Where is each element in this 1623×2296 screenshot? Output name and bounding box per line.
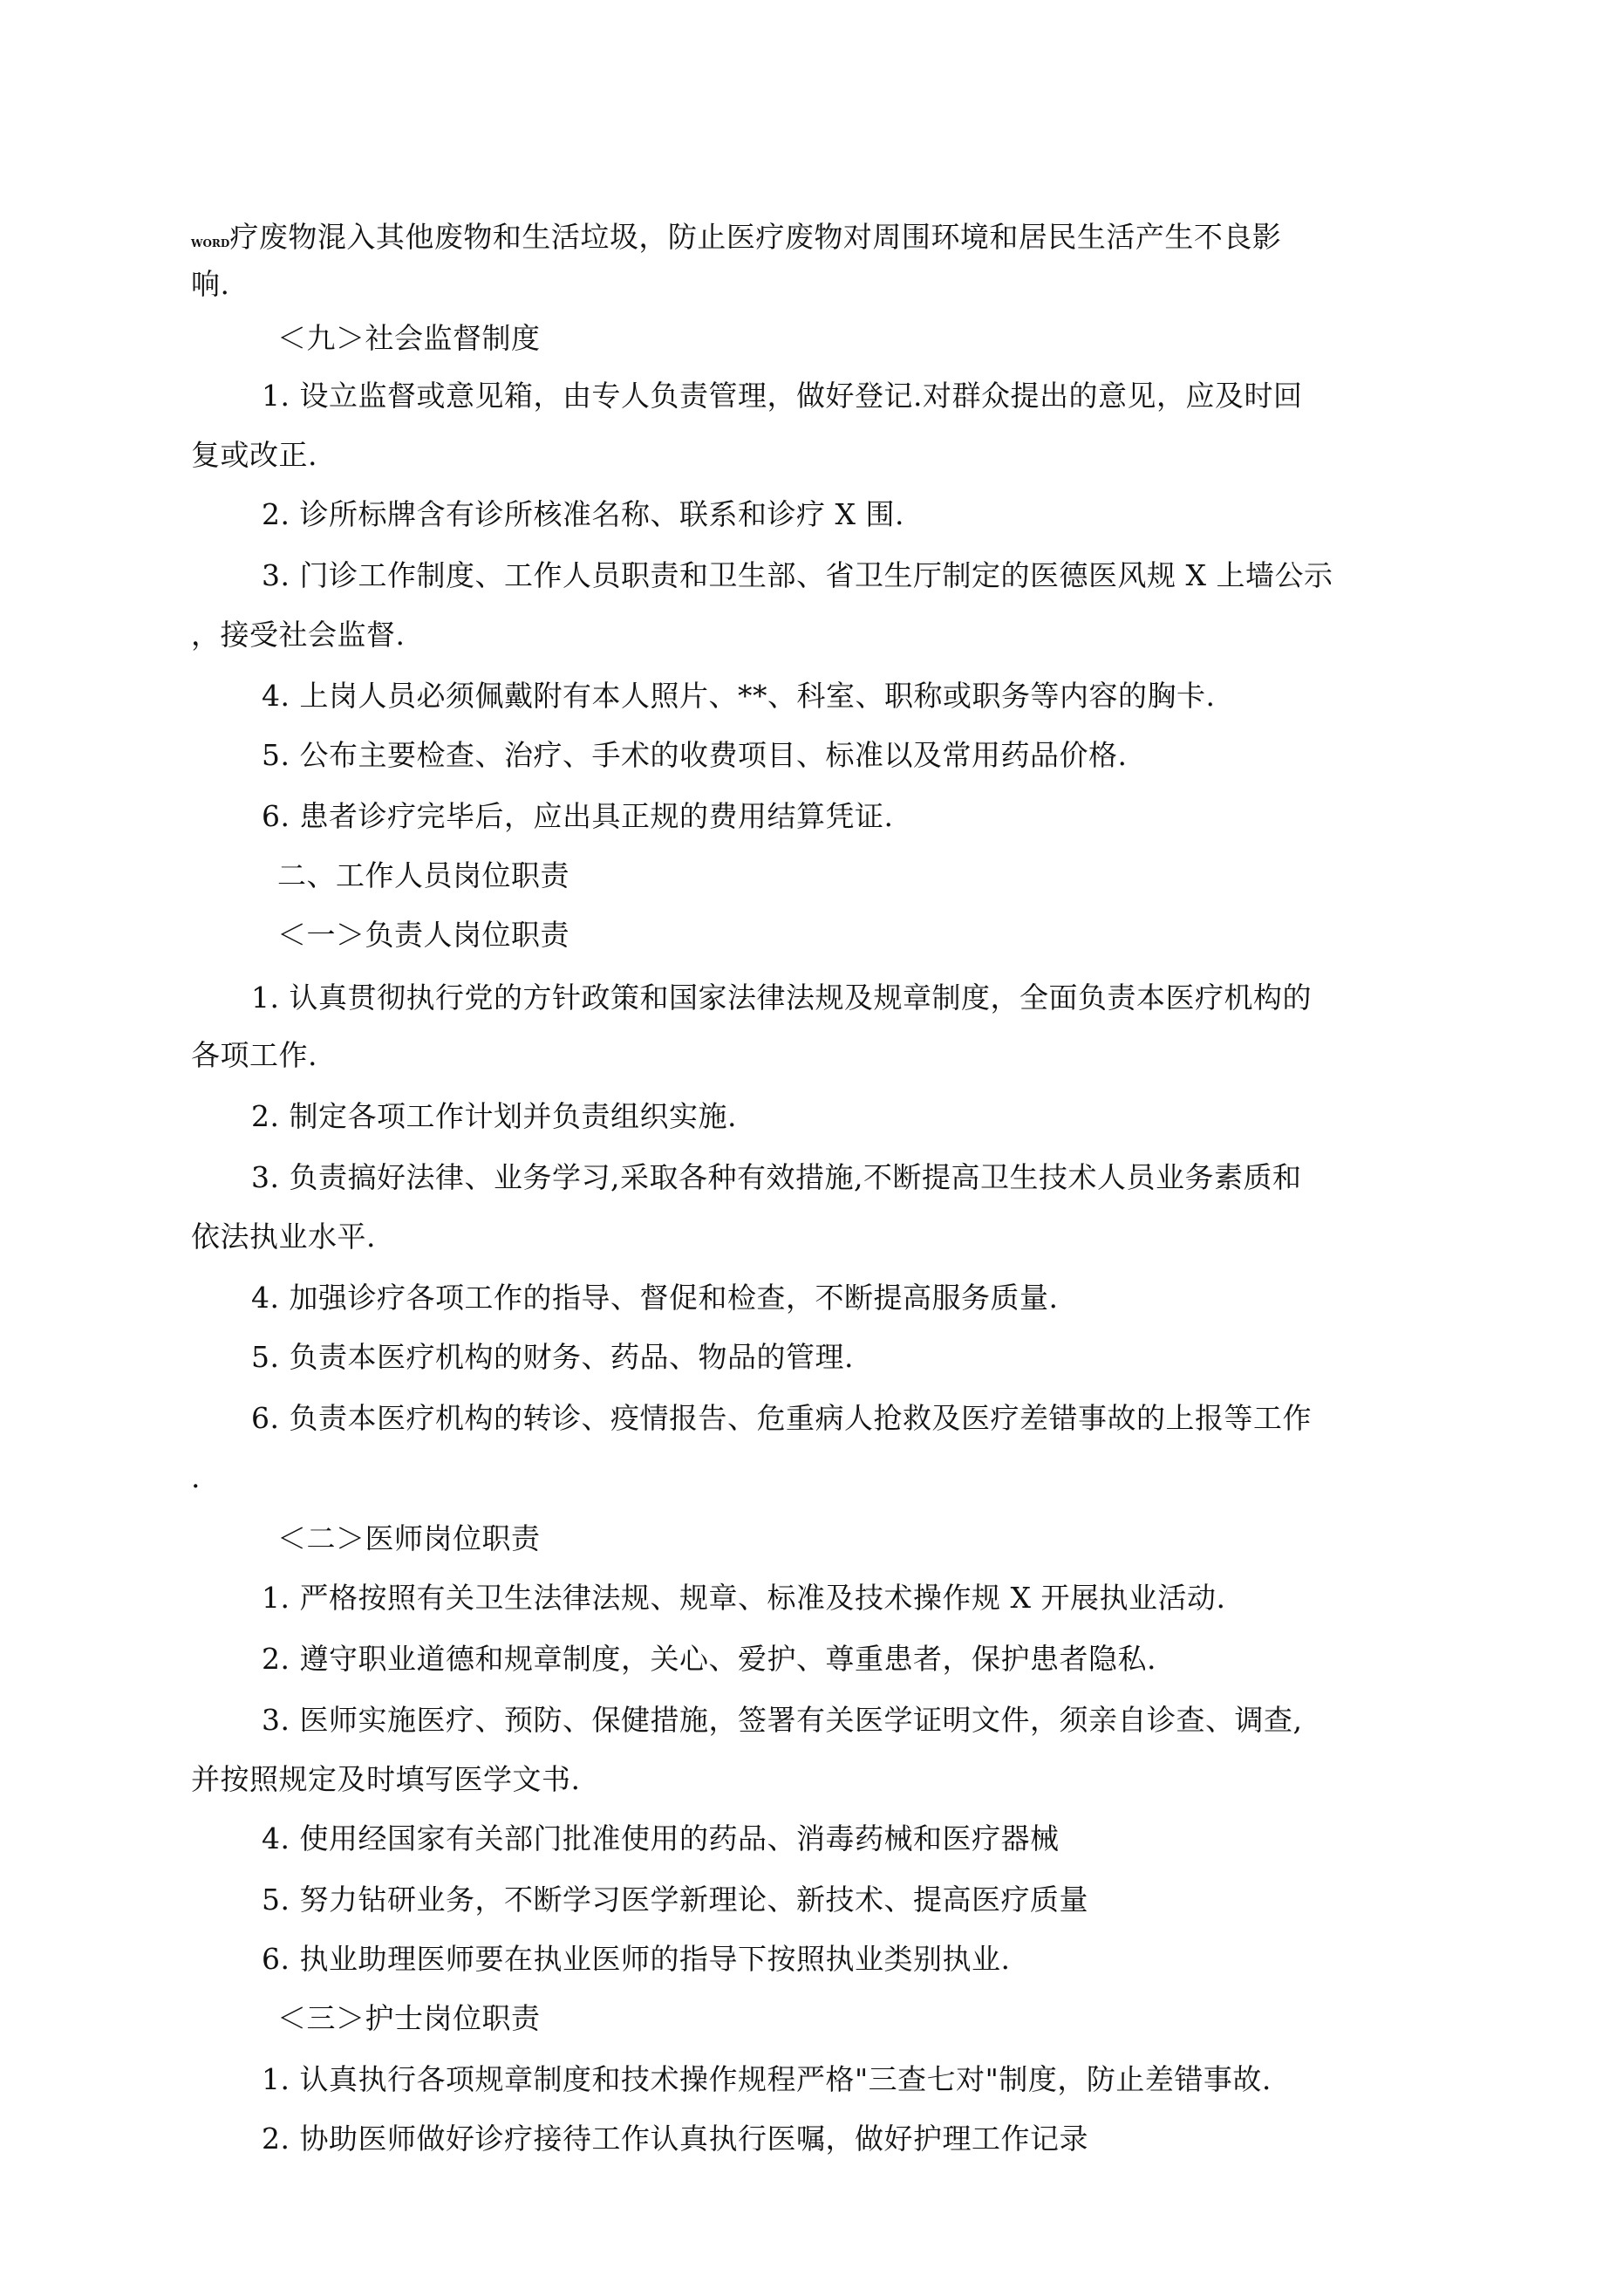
text-line: 2. 协助医师做好诊疗接待工作认真执行医嘱，做好护理工作记录 xyxy=(262,2122,1088,2156)
text-line: 1. 认真贯彻执行党的方针政策和国家法律法规及规章制度，全面负责本医疗机构的 xyxy=(251,981,1312,1015)
text-line: 依法执业水平. xyxy=(191,1220,376,1254)
text-line: 6. 执业助理医师要在执业医师的指导下按照执业类别执业. xyxy=(262,1942,1011,1976)
text-line: ，接受社会监督. xyxy=(191,618,406,652)
text-line: 6. 患者诊疗完毕后，应出具正规的费用结算凭证. xyxy=(262,799,894,833)
text-line: 3. 负责搞好法律、业务学习,采取各种有效措施,不断提高卫生技术人员业务素质和 xyxy=(251,1160,1302,1194)
text-line: 4. 使用经国家有关部门批准使用的药品、消毒药械和医疗器械 xyxy=(262,1821,1060,1855)
text-line: 1. 严格按照有关卫生法律法规、规章、标准及技术操作规 X 开展执业活动. xyxy=(262,1581,1226,1615)
text-line: 1. 设立监督或意见箱，由专人负责管理，做好登记.对群众提出的意见，应及时回 xyxy=(262,379,1303,413)
header-mark: WORD xyxy=(191,237,230,249)
section-heading: ＜一＞负责人岗位职责 xyxy=(277,918,569,952)
section-heading: ＜二＞医师岗位职责 xyxy=(277,1521,541,1555)
text-line: . xyxy=(191,1460,201,1494)
text-line: 4. 加强诊疗各项工作的指导、督促和检查，不断提高服务质量. xyxy=(251,1281,1059,1315)
text-line: 5. 负责本医疗机构的财务、药品、物品的管理. xyxy=(251,1340,854,1374)
section-heading: 二、工作人员岗位职责 xyxy=(277,858,569,892)
text-line: 5. 努力钻研业务，不断学习医学新理论、新技术、提高医疗质量 xyxy=(262,1883,1088,1917)
text-line: 5. 公布主要检查、治疗、手术的收费项目、标准以及常用药品价格. xyxy=(262,738,1128,772)
text-line: 复或改正. xyxy=(191,438,317,472)
text-line: 2. 制定各项工作计划并负责组织实施. xyxy=(251,1099,737,1133)
text-line: 2. 遵守职业道德和规章制度，关心、爱护、尊重患者，保护患者隐私. xyxy=(262,1642,1156,1676)
text-line: 响. xyxy=(191,267,230,301)
text-line: 6. 负责本医疗机构的转诊、疫情报告、危重病人抢救及医疗差错事故的上报等工作 xyxy=(251,1401,1312,1435)
section-heading: ＜九＞社会监督制度 xyxy=(277,321,541,355)
text-line: 3. 医师实施医疗、预防、保健措施，签署有关医学证明文件，须亲自诊查、调查, xyxy=(262,1703,1303,1737)
text-line: 1. 认真执行各项规章制度和技术操作规程严格"三查七对"制度，防止差错事故. xyxy=(262,2062,1272,2096)
text-line: 4. 上岗人员必须佩戴附有本人照片、**、科室、职称或职务等内容的胸卡. xyxy=(262,679,1216,713)
text-line: 并按照规定及时填写医学文书. xyxy=(191,1762,581,1796)
section-heading: ＜三＞护士岗位职责 xyxy=(277,2001,541,2035)
text-line: 各项工作. xyxy=(191,1038,317,1072)
text-line: 2. 诊所标牌含有诊所核准名称、联系和诊疗 X 围. xyxy=(262,497,904,531)
text-line: WORD疗废物混入其他废物和生活垃圾，防止医疗废物对周围环境和居民生活产生不良影 xyxy=(191,220,1282,254)
text-line: 3. 门诊工作制度、工作人员职责和卫生部、省卫生厅制定的医德医风规 X 上墙公示 xyxy=(262,558,1333,592)
